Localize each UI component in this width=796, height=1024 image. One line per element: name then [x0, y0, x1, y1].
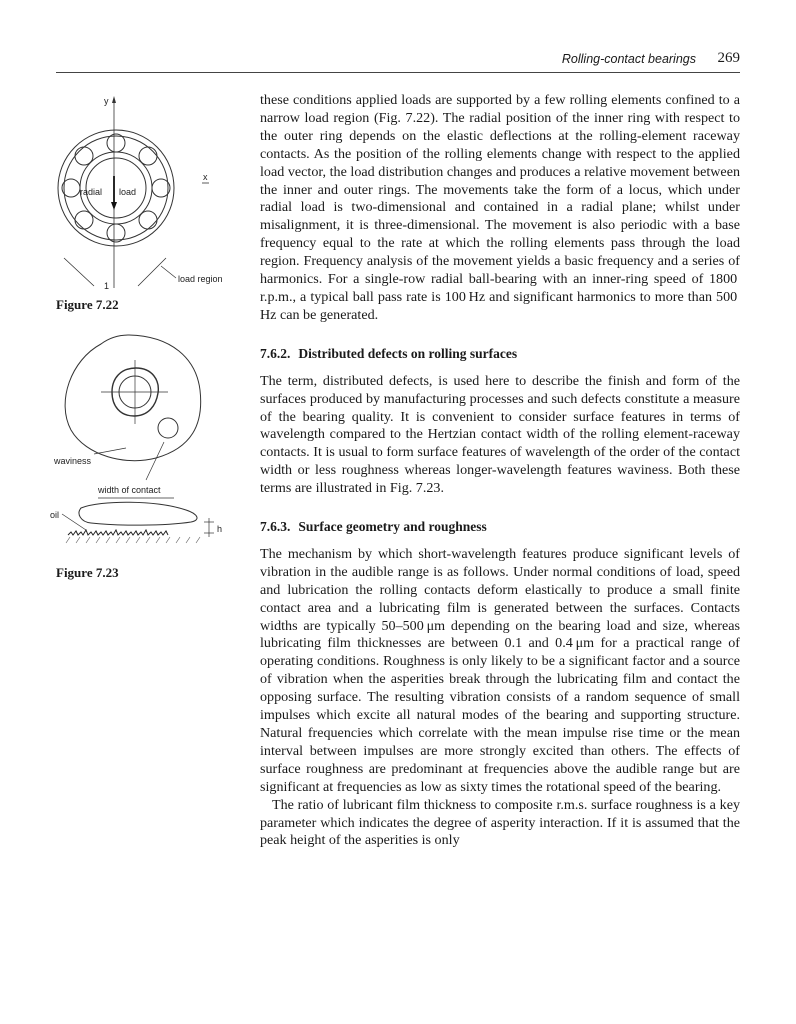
- page-number: 269: [717, 50, 740, 66]
- rough-surface: [68, 530, 168, 535]
- paragraph: The term, distributed defects, is used here to describe the finish and form of the surfaces produced by manufacturing processes and such defects constitute a measure of the bearing quality. It is convenient to consider surface features in terms of wavelength compared to the Hertzian contact width of the rolling element-raceway contacts. It is usual to form surface features of wavelength of the order of the contact width or less roughness whereas longer-wavelength features waviness. Both these terms are illustrated in Fig. 7.23.: [260, 372, 740, 497]
- waviness-leader: [94, 448, 126, 454]
- running-head-title: Rolling-contact bearings: [561, 52, 696, 66]
- load-region-leader: [161, 266, 176, 278]
- bearing-load-diagram: [46, 88, 226, 293]
- contact-leader: [146, 442, 164, 480]
- paragraph: The ratio of lubricant film thickness to composite r.m.s. surface roughness is a key parameter which indicates the degree of asperity interaction. If it is assumed that the peak height of the asperities is only: [260, 796, 740, 849]
- section-heading-7-6-2: [260, 345, 740, 363]
- oil-label: oil: [50, 510, 60, 520]
- outer-ring-outer: [58, 130, 174, 246]
- ball: [107, 224, 125, 242]
- width-of-contact-label: width of contact: [98, 485, 161, 495]
- section-heading-7-6-3: [260, 518, 740, 536]
- radial-label: radial: [80, 187, 103, 197]
- paragraph: these conditions applied loads are supported by a few rolling elements confined to a narrow load region (Fig. 7.22). The radial position of the inner ring with respect to the outer ring depends on the elastic deflections at the rolling-element raceway contacts. As the position of the rolling elements change with respect to the applied load vector, the load distribution changes and produces a relative movement between the inner and outer rings. The movements take the form of a locus, which under radial load is two-dimensional and contained in a radial plane; whilst under misalignment, it is three-dimensional. The movement is also periodic with a base frequency equal to the rate at which the rolling elements pass through the load region. Frequency analysis of the movement yields a basic frequency and a series of harmonics. For a single-row radial ball-bearing with an inner-ring speed of 1800 r.p.m., a typical ball pass rate is 100 Hz and significant harmonics to more than 500 Hz can be generated.: [260, 92, 740, 323]
- figure-7-23-caption: Figure 7.23: [56, 565, 119, 580]
- load-region-boundary-right: [138, 258, 166, 286]
- load-region-label: load region: [178, 274, 223, 284]
- y-axis-label: y: [104, 96, 109, 106]
- h-label: h: [217, 524, 223, 534]
- paragraph: The mechanism by which short-wavelength features produce significant levels of vibration in the audible range is as follows. Under normal conditions of load, speed and lubrication the rolling contacts deform elastically to produce a small finite contact area and a lubricating film is generated between the surfaces. Contacts widths are typically 50–500 μm depending on the bearing load and size, whereas lubricating film thicknesses are between 0.1 and 0.4 μm for a practical range of operating conditions. Roughness is only likely to be a significant factor and a source of vibration when the asperities break through the lubricating film and contact the opposing surface. The resulting vibration consists of a random sequence of small impulses which excite all natural modes of the bearing and supporting structure. Natural frequencies which correlate with the mean impulse rise time or the mean interval between impulses are more strongly excited than others. The effects of surface roughness are predominant at frequencies above the audible range but are significant at frequencies as low as sixty times the rotational speed of the bearing.: [260, 545, 740, 795]
- running-head: [56, 50, 740, 73]
- section-number: 7.6.3.: [260, 519, 291, 535]
- figure-7-22: [46, 88, 226, 293]
- radial-load-arrowhead: [111, 202, 117, 210]
- waviness-outer-ring: [65, 335, 201, 461]
- section-title: Distributed defects on rolling surfaces: [298, 345, 518, 361]
- surface-hatching: [66, 537, 200, 543]
- x-axis-label: x: [203, 172, 208, 182]
- main-text-column: [260, 92, 740, 850]
- rolling-elements: [62, 134, 170, 242]
- ball: [107, 134, 125, 152]
- figure-7-23: [46, 330, 226, 555]
- ball: [62, 179, 80, 197]
- y-axis-arrow: [112, 96, 116, 103]
- load-region-tick: 1: [104, 281, 110, 291]
- figure-7-22-caption: Figure 7.22: [56, 297, 119, 312]
- load-label: load: [119, 187, 137, 197]
- waviness-label: waviness: [54, 456, 92, 466]
- load-region-boundary-left: [64, 258, 94, 286]
- contact-body: [79, 502, 197, 525]
- oil-leader: [62, 514, 86, 530]
- ball: [152, 179, 170, 197]
- section-title: Surface geometry and roughness: [298, 519, 487, 535]
- section-number: 7.6.2.: [260, 345, 291, 361]
- surface-features-diagram: [46, 330, 231, 555]
- rolling-ball: [158, 418, 178, 438]
